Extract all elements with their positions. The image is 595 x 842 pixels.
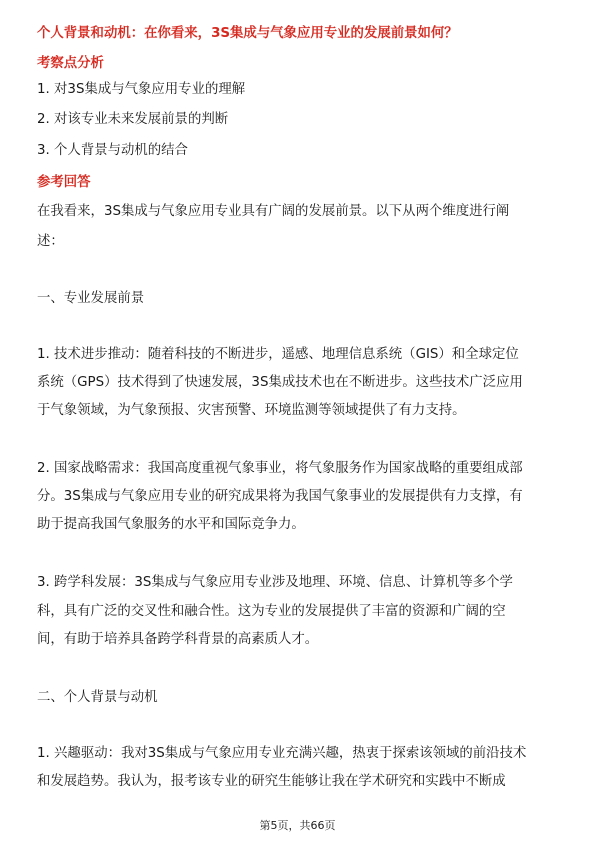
section-heading-1: 一、专业发展前景 [37,291,145,306]
analysis-point-3: 3. 个人背景与动机的结合 [37,143,188,158]
analysis-point-1: 1. 对3S集成与气象应用专业的理解 [37,82,246,97]
paragraph-line: 系统（GPS）技术得到了快速发展，3S集成技术也在不断进步。这些技术广泛应用 [37,375,523,390]
question-title: 个人背景和动机：在你看来，3S集成与气象应用专业的发展前景如何？ [37,26,458,41]
paragraph-line: 1. 兴趣驱动：我对3S集成与气象应用专业充满兴趣，热衷于探索该领域的前沿技术 [37,746,527,761]
paragraph-line: 间，有助于培养具备跨学科背景的高素质人才。 [37,632,319,647]
paragraph-line: 助于提高我国气象服务的水平和国际竞争力。 [37,517,305,532]
answer-heading: 参考回答 [37,175,91,190]
page-number: 第5页，共66页 [259,819,336,832]
paragraph-line: 1. 技术进步推动：随着科技的不断进步，遥感、地理信息系统（GIS）和全球定位 [37,347,519,362]
paragraph-line: 和发展趋势。我认为，报考该专业的研究生能够让我在学术研究和实践中不断成 [37,774,506,789]
intro-line-1: 在我看来，3S集成与气象应用专业具有广阔的发展前景。以下从两个维度进行阐 [37,204,510,219]
paragraph-line: 于气象领域，为气象预报、灾害预警、环境监测等领域提供了有力支持。 [37,403,466,418]
paragraph-line: 科，具有广泛的交叉性和融合性。这为专业的发展提供了丰富的资源和广阔的空 [37,604,506,619]
paragraph-line: 3. 跨学科发展：3S集成与气象应用专业涉及地理、环境、信息、计算机等多个学 [37,575,513,590]
paragraph-line: 2. 国家战略需求：我国高度重视气象事业，将气象服务作为国家战略的重要组成部 [37,461,523,476]
intro-line-2: 述： [37,234,64,249]
paragraph-line: 分。3S集成与气象应用专业的研究成果将为我国气象事业的发展提供有力支撑，有 [37,489,523,504]
section-heading-2: 二、个人背景与动机 [37,690,158,705]
analysis-heading: 考察点分析 [37,56,104,71]
analysis-point-2: 2. 对该专业未来发展前景的判断 [37,112,229,127]
